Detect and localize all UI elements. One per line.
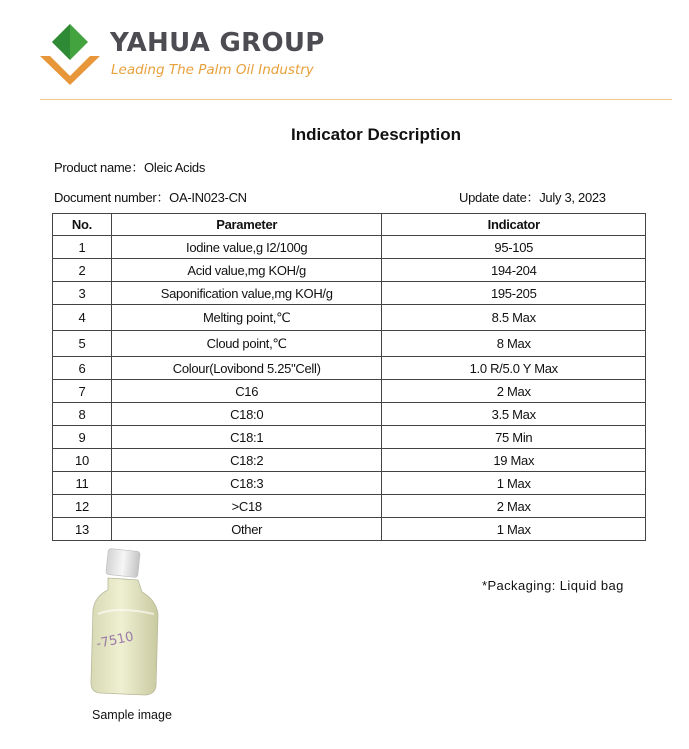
table-row [53, 259, 646, 282]
document-number-label: Document number： [54, 190, 170, 205]
row-number: 8 [53, 403, 112, 426]
table-row [53, 472, 646, 495]
bottle-label-text: -7510 [94, 629, 136, 652]
row-number: 2 [53, 259, 112, 282]
table-row [53, 305, 646, 331]
row-number: 9 [53, 426, 112, 449]
table-row [53, 495, 646, 518]
indicator-cell: 8.5 Max [382, 305, 646, 331]
parameter-cell: C16 [111, 380, 382, 403]
update-date-label: Update date： [459, 190, 540, 205]
packaging-note: *Packaging: Liquid bag [482, 578, 624, 593]
document-title: Indicator Description [290, 125, 462, 144]
indicator-cell: 19 Max [382, 449, 646, 472]
indicator-cell: 3.5 Max [382, 403, 646, 426]
indicator-table [52, 213, 646, 541]
table-row [53, 380, 646, 403]
row-number: 6 [53, 357, 112, 380]
brand-tagline: Leading The Palm Oil Industry [111, 62, 314, 78]
table-row [53, 403, 646, 426]
table-row [53, 331, 646, 357]
table-row [53, 449, 646, 472]
parameter-cell: Colour(Lovibond 5.25"Cell) [111, 357, 382, 380]
indicator-cell: 2 Max [382, 495, 646, 518]
row-number: 3 [53, 282, 112, 305]
table-header-row [53, 214, 646, 236]
column-header-no: No. [53, 214, 112, 236]
row-number: 13 [53, 518, 112, 541]
table-row [53, 236, 646, 259]
row-number: 1 [53, 236, 112, 259]
indicator-cell: 8 Max [382, 331, 646, 357]
parameter-cell: Acid value,mg KOH/g [111, 259, 382, 282]
row-number: 4 [53, 305, 112, 331]
indicator-cell: 2 Max [382, 380, 646, 403]
parameter-cell: Saponification value,mg KOH/g [111, 282, 382, 305]
parameter-cell: Melting point,℃ [111, 305, 382, 331]
indicator-cell: 1 Max [382, 518, 646, 541]
indicator-cell: 1 Max [382, 472, 646, 495]
document-number-value: OA-IN023-CN [169, 190, 247, 205]
header-divider [40, 99, 672, 100]
row-number: 12 [53, 495, 112, 518]
product-name-line [54, 157, 205, 176]
sample-image-caption: Sample image [92, 708, 172, 722]
parameter-cell: >C18 [111, 495, 382, 518]
yahua-logo-icon [38, 22, 102, 86]
table-row [53, 518, 646, 541]
table-row [53, 357, 646, 380]
indicator-cell: 75 Min [382, 426, 646, 449]
document-number-line [54, 187, 247, 206]
indicator-cell: 1.0 R/5.0 Y Max [382, 357, 646, 380]
product-name-label: Product name： [54, 160, 145, 175]
parameter-cell: Iodine value,g I2/100g [111, 236, 382, 259]
column-header-parameter: Parameter [111, 214, 382, 236]
column-header-indicator: Indicator [382, 214, 646, 236]
indicator-cell: 95-105 [382, 236, 646, 259]
parameter-cell: C18:0 [111, 403, 382, 426]
table-row [53, 426, 646, 449]
indicator-cell: 195-205 [382, 282, 646, 305]
parameter-cell: C18:1 [111, 426, 382, 449]
row-number: 10 [53, 449, 112, 472]
parameter-cell: Cloud point,℃ [111, 331, 382, 357]
product-name-value: Oleic Acids [144, 160, 206, 175]
row-number: 5 [53, 331, 112, 357]
indicator-cell: 194-204 [382, 259, 646, 282]
brand-name: YAHUA GROUP [110, 28, 325, 58]
parameter-cell: C18:3 [111, 472, 382, 495]
parameter-cell: C18:2 [111, 449, 382, 472]
row-number: 7 [53, 380, 112, 403]
table-row [53, 282, 646, 305]
row-number: 11 [53, 472, 112, 495]
update-date-line [459, 187, 606, 206]
parameter-cell: Other [111, 518, 382, 541]
update-date-value: July 3, 2023 [539, 190, 606, 205]
sample-bottle-image [76, 548, 176, 698]
